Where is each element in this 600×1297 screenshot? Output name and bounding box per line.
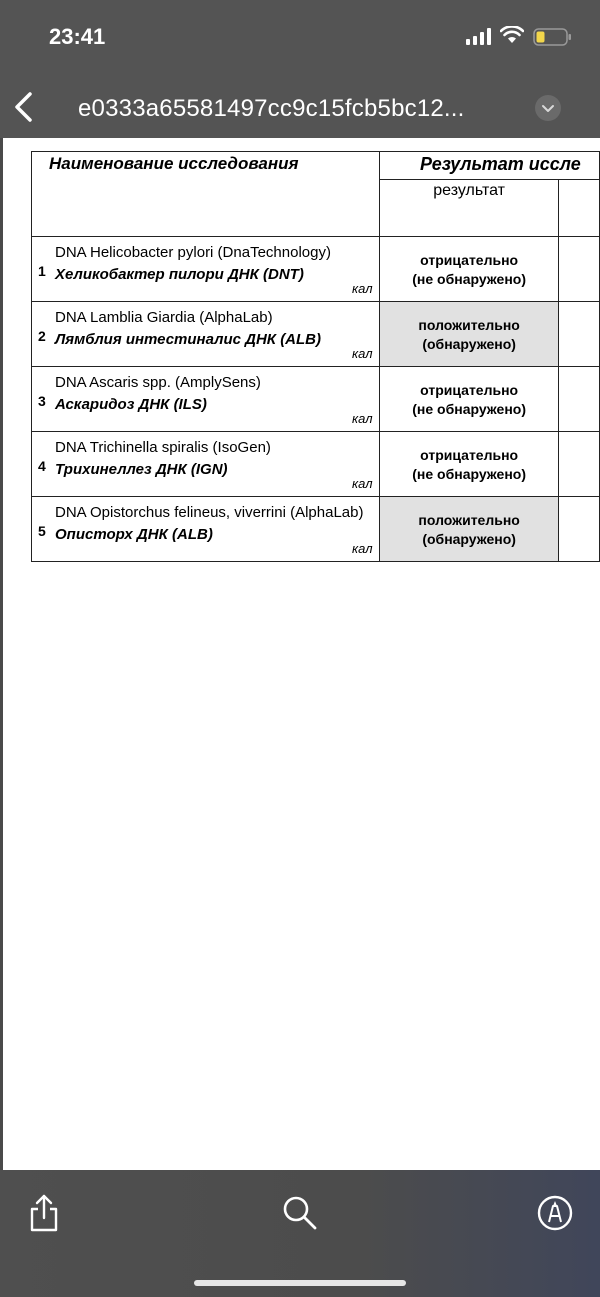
bottom-toolbar xyxy=(0,1170,600,1297)
document-title[interactable]: e0333a65581497cc9c15fcb5bc12... xyxy=(78,95,465,122)
test-name-en: DNA Ascaris spp. (AmplySens) xyxy=(55,374,261,391)
test-name-en: DNA Lamblia Giardia (AlphaLab) xyxy=(55,309,273,326)
chevron-down-icon xyxy=(535,95,561,121)
result-line2: (обнаружено) xyxy=(422,336,516,352)
title-menu-button[interactable] xyxy=(535,95,561,121)
extra-cell xyxy=(559,367,600,432)
test-name-cell xyxy=(32,367,380,432)
result-line2: (не обнаружено) xyxy=(412,401,527,417)
result-line1: отрицательно xyxy=(420,252,519,268)
row-number: 1 xyxy=(38,263,46,279)
result-line1: положительно xyxy=(418,317,520,333)
test-name-cell xyxy=(32,432,380,497)
row-number: 4 xyxy=(38,458,46,474)
table-row xyxy=(32,237,600,302)
extra-cell xyxy=(559,497,600,562)
table-header-row xyxy=(32,152,600,180)
subheader-extra xyxy=(559,180,600,237)
table-row xyxy=(32,432,600,497)
result-line2: (не обнаружено) xyxy=(412,466,527,482)
test-name-en: DNA Opistorchus felineus, viverrini (AlphaLab) xyxy=(55,504,364,521)
home-indicator xyxy=(194,1280,406,1286)
table-row xyxy=(32,367,600,432)
table-row xyxy=(32,302,600,367)
test-name-ru: Трихинеллез ДНК (IGN) xyxy=(55,461,228,478)
navigation-bar xyxy=(0,76,600,138)
battery-icon xyxy=(533,27,573,47)
result-line1: отрицательно xyxy=(420,382,519,398)
status-time: 23:41 xyxy=(49,24,106,49)
header-result: Результат иссле xyxy=(379,152,599,180)
material-label: кал xyxy=(352,281,373,296)
subheader-result: результат xyxy=(379,180,558,237)
test-name-ru: Хеликобактер пилори ДНК (DNT) xyxy=(55,266,304,283)
material-label: кал xyxy=(352,411,373,426)
share-icon[interactable] xyxy=(26,1192,62,1234)
result-line2: (не обнаружено) xyxy=(412,271,527,287)
test-name-ru: Аскаридоз ДНК (ILS) xyxy=(55,396,207,413)
extra-cell xyxy=(559,432,600,497)
results-table xyxy=(31,151,600,562)
material-label: кал xyxy=(352,346,373,361)
result-line1: положительно xyxy=(418,512,520,528)
status-bar xyxy=(0,0,600,76)
material-label: кал xyxy=(352,476,373,491)
result-cell xyxy=(379,367,558,432)
test-name-cell xyxy=(32,302,380,367)
test-name-en: DNA Trichinella spiralis (IsoGen) xyxy=(55,439,271,456)
test-name-en: DNA Helicobacter pylori (DnaTechnology) xyxy=(55,244,331,261)
material-label: кал xyxy=(352,541,373,556)
row-number: 2 xyxy=(38,328,46,344)
extra-cell xyxy=(559,237,600,302)
result-cell xyxy=(379,237,558,302)
result-line2: (обнаружено) xyxy=(422,531,516,547)
extra-cell xyxy=(559,302,600,367)
document-page xyxy=(3,138,600,1170)
wifi-icon xyxy=(500,26,524,44)
search-icon[interactable] xyxy=(281,1194,319,1232)
back-chevron-icon[interactable] xyxy=(10,90,40,124)
row-number: 3 xyxy=(38,393,46,409)
result-cell xyxy=(379,302,558,367)
result-cell xyxy=(379,432,558,497)
signal-icon xyxy=(466,27,492,45)
test-name-ru: Лямблия интестиналис ДНК (ALB) xyxy=(55,331,322,348)
result-cell xyxy=(379,497,558,562)
header-name: Наименование исследования xyxy=(32,152,380,237)
markup-icon[interactable] xyxy=(536,1194,574,1232)
test-name-ru: Описторх ДНК (ALB) xyxy=(55,526,213,543)
test-name-cell xyxy=(32,497,380,562)
row-number: 5 xyxy=(38,523,46,539)
result-line1: отрицательно xyxy=(420,447,519,463)
table-row xyxy=(32,497,600,562)
test-name-cell xyxy=(32,237,380,302)
